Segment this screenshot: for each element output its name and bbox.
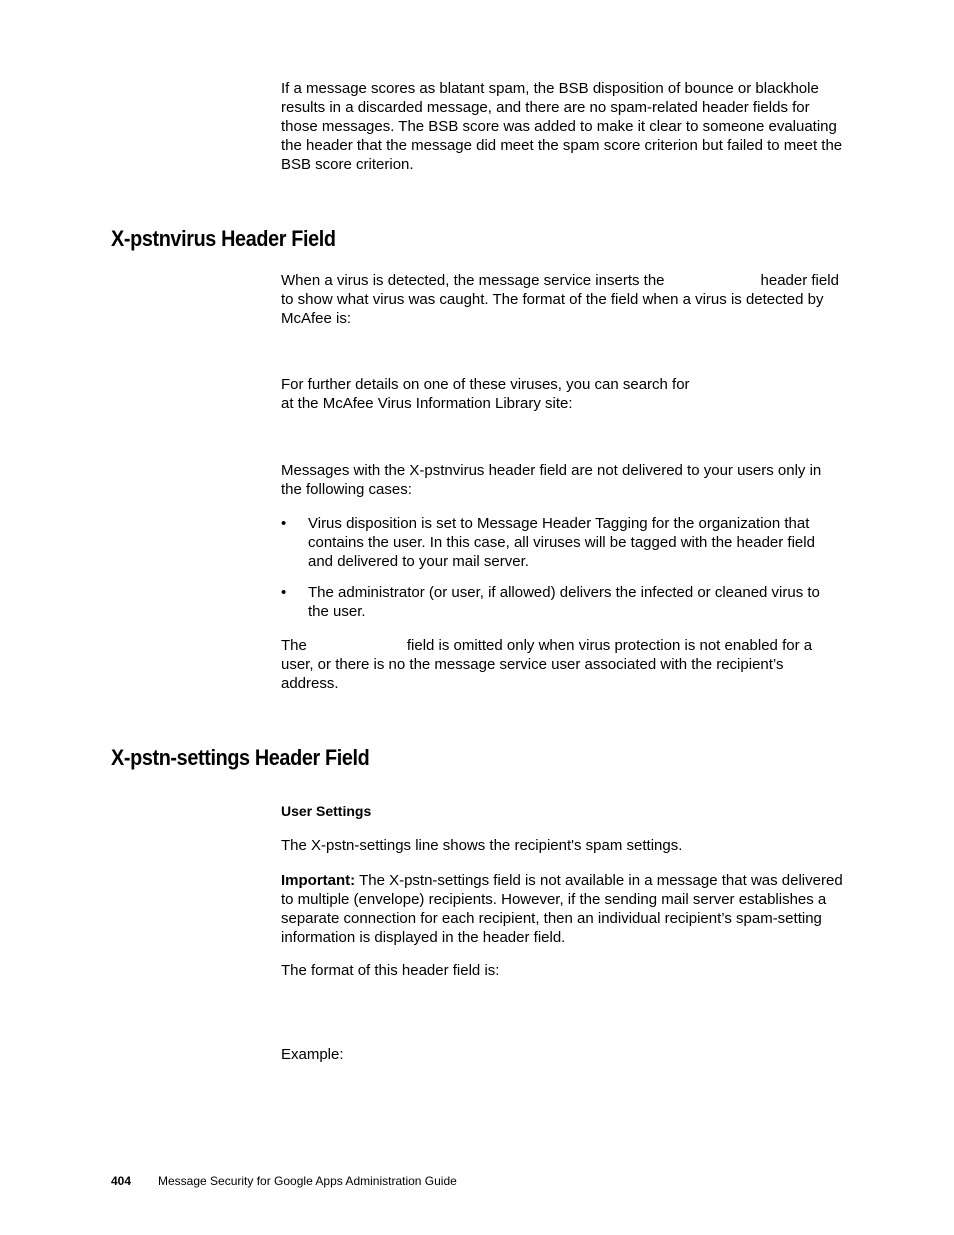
important-label: Important: bbox=[281, 872, 356, 889]
settings-paragraph: The X-pstn-settings line shows the recipient's spam settings. bbox=[281, 837, 683, 854]
virus-intro-paragraph bbox=[281, 271, 843, 328]
bullet-mark: • bbox=[281, 515, 287, 532]
section-heading-x-pstn-settings: X-pstn-settings Header Field bbox=[111, 745, 370, 770]
example-label: Example: bbox=[281, 1046, 344, 1063]
field-omitted-paragraph bbox=[281, 636, 843, 693]
footer-title: Message Security for Google Apps Administration Guide bbox=[158, 1174, 457, 1188]
delivery-cases-paragraph: Messages with the X-pstnvirus header field are not delivered to your users only in the following cases: bbox=[281, 462, 822, 498]
subheading-user-settings: User Settings bbox=[281, 803, 372, 819]
virus-details-line2: at the McAfee Virus Information Library site: bbox=[281, 395, 573, 412]
format-paragraph: The format of this header field is: bbox=[281, 962, 500, 979]
field-omitted-text-after: field is omitted only when virus protection is not enabled for a user, or there is no the message service user associated with the recipient’s address. bbox=[281, 637, 813, 692]
virus-details-paragraph bbox=[281, 375, 843, 413]
virus-details-line1: For further details on one of these viruses, you can search for bbox=[281, 376, 690, 393]
list-item-text: The administrator (or user, if allowed) delivers the infected or cleaned virus to the user. bbox=[308, 584, 820, 620]
important-text: The X-pstn-settings field is not available in a message that was delivered to multiple (envelope) recipients. However, if the sending mail server establishes a separate connection for each recipient, then an individual recipient’s spam-setting information is displayed in the header field. bbox=[281, 872, 843, 946]
virus-intro-text-before: When a virus is detected, the message service inserts the bbox=[281, 272, 665, 289]
field-omitted-text-before: The bbox=[281, 637, 307, 654]
section-heading-x-pstnvirus: X-pstnvirus Header Field bbox=[111, 226, 336, 251]
intro-paragraph: If a message scores as blatant spam, the BSB disposition of bounce or blackhole results in a discarded message, and there are no spam-related header fields for those messages. The BSB score was added to make it clear to someone evaluating the header that the message did meet the spam score criterion but failed to meet the BSB score criterion. bbox=[281, 80, 843, 173]
page-footer bbox=[111, 1174, 457, 1188]
virus-intro-text-after: header field to show what virus was caught. The format of the field when a virus is detected by McAfee is: bbox=[281, 272, 839, 327]
page-number: 404 bbox=[111, 1174, 132, 1188]
bullet-mark: • bbox=[281, 584, 287, 601]
list-item-text: Virus disposition is set to Message Header Tagging for the organization that contains the user. In this case, all viruses will be tagged with the header field and delivered to your mail server. bbox=[308, 515, 815, 570]
important-note bbox=[281, 871, 843, 947]
